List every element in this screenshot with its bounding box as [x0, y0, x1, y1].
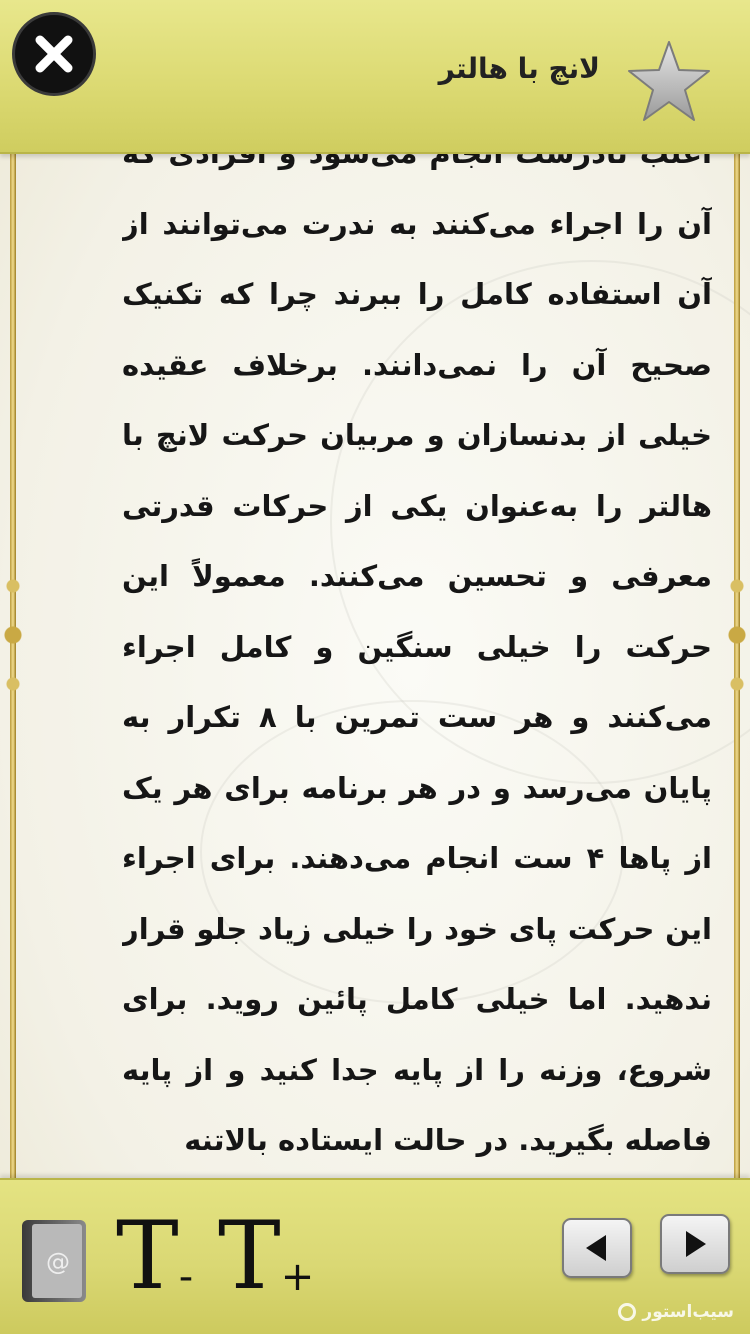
font-increase-sign: + [280, 1254, 315, 1300]
arrow-left-icon [580, 1231, 614, 1265]
svg-text:@: @ [46, 1248, 70, 1276]
address-book-icon[interactable] [20, 1218, 88, 1304]
font-decrease-button[interactable] [116, 1202, 194, 1311]
frame-ornament-right [726, 565, 748, 705]
font-increase-label: T [218, 1202, 281, 1311]
frame-ornament-left [2, 565, 24, 705]
font-increase-button[interactable] [218, 1202, 315, 1311]
font-decrease-label: T [116, 1202, 179, 1311]
close-button[interactable] [12, 12, 96, 96]
top-bar [0, 0, 750, 154]
next-page-button[interactable] [660, 1214, 730, 1274]
previous-page-button[interactable] [562, 1218, 632, 1278]
article-scroll-area[interactable] [122, 118, 712, 1180]
close-icon [26, 26, 82, 82]
store-watermark [618, 1302, 734, 1322]
watermark-text: سیب‌استور [642, 1302, 734, 1322]
arrow-right-icon [678, 1227, 712, 1261]
font-decrease-sign: - [178, 1254, 194, 1300]
bottom-toolbar [0, 1178, 750, 1334]
page-title: لانچ با هالتر [438, 52, 600, 85]
star-icon[interactable] [626, 38, 712, 124]
store-logo-icon [618, 1303, 636, 1321]
article-text: آن را اجراء می‌کنند به ندرت می‌توانند از آن استفاده کامل را ببرند چرا که تکنیک صحیح آن را نمی‌دانند. برخلاف عقیده خیلی از بدنسازان و مربیان حرکت لانچ با هالتر را به‌عنوان یکی از حرکات قدرتی معرفی و تحسین می‌کنند. معمولاً این حرکت را خیلی سنگین و کامل اجراء می‌کنند و هر ست تمرین با ۸ تکرار به پایان می‌رسد و در هر برنامه برای هر یک از پاها ۴ ست انجام می‌دهند. برای اجراء این حرکت پای خود را خیلی زیاد جلو قرار ندهید. اما خیلی کامل پائین روید. برای شروع، وزنه را از پایه جدا کنید و از پایه فاصله بگیرید. در حالت ایستاده بالاتنه [122, 206, 712, 1157]
